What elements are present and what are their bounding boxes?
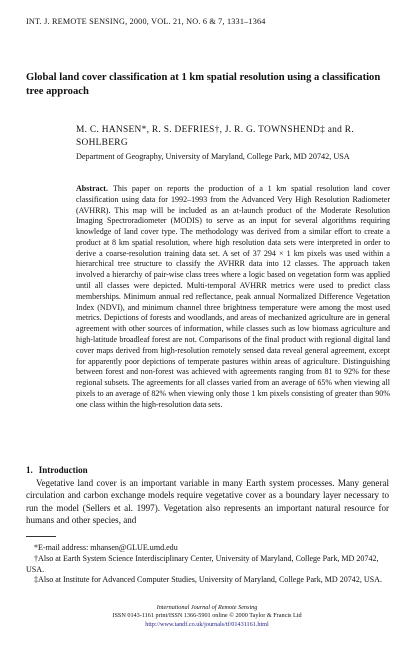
abstract bbox=[76, 184, 390, 410]
journal-name: International Journal of Remote Sensing bbox=[156, 604, 258, 611]
running-head: INT. J. REMOTE SENSING, 2000, VOL. 21, NO. 6 & 7, 1331–1364 bbox=[26, 17, 266, 26]
footnote-affiliation-2: ‡Also at Institute for Advanced Computer Studies, University of Maryland, College Park, MD 20742, USA. bbox=[34, 575, 382, 585]
journal-footer bbox=[26, 604, 388, 629]
introduction-paragraph: Vegetative land cover is an important variable in many Earth system processes. Many general circulation and carbon exchange models require vegetative cover as a boundary layer necessary to run the model (Sellers et al. 1997). Vegetation also represents an important natural resource for humans and other species, and bbox=[26, 478, 389, 526]
footnotes bbox=[26, 543, 388, 586]
section-heading bbox=[26, 465, 386, 475]
paper-title: Global land cover classification at 1 km spatial resolution using a classification tree approach bbox=[26, 72, 381, 97]
author-list: M. C. HANSEN*, R. S. DEFRIES†, J. R. G. TOWNSHEND‡ and R. SOHLBERG bbox=[76, 125, 354, 148]
footnote-email: *E-mail address: mhansen@GLUE.umd.edu bbox=[34, 543, 178, 552]
footnote-affiliation-1: †Also at Earth System Science Interdisciplinary Center, University of Maryland, College Park, MD 20742, USA. bbox=[26, 553, 379, 574]
footnote-divider bbox=[26, 536, 56, 537]
abstract-label: Abstract. bbox=[76, 184, 108, 193]
abstract-text: This paper on reports the production of a 1 km spatial resolution land cover classification using data for 1992–1993 from the Advanced Very High Resolution Radiometer (AVHRR). This map will be included as an at-launch product of the Moderate Resolution Imaging Spectroradiometer (MODIS) to serve as an input for several algorithms requiring knowledge of land cover type. The methodology was derived from a similar effort to create a product at 8 km spatial resolution, where high resolution data sets were interpreted in order to derive a coarse-resolution training data set. A set of 37 294 × 1 km pixels was used within a hierarchical tree structure to classify the AVHRR data into 12 classes. The approach taken involved a hierarchy of pair-wise class trees where a logic based on vegetation form was applied until all classes were depicted. Multi-temporal AVHRR metrics were used to predict class memberships. Minimum annual red reflectance, peak annual Normalized Difference Vegetation Index (NDVI), and minimum channel three brightness temperature were among the most used metrics. Depictions of forests and woodlands, and areas of mechanized agriculture are in general agreement with other sources of information, while classes such as low biomass agriculture and high-latitude broadleaf forest are not. Comparisons of the final product with regional digital land cover maps derived from high-resolution remotely sensed data reveal general agreement, except for apparently poor depictions of temperate pastures within areas of agriculture. Distinguishing between forest and non-forest was achieved with agreements ranging from 81 to 92% for these regional subsets. The agreements for all classes varied from an average of 65% when viewing all pixels to an average of 82% when viewing only those 1 km pixels consisting of greater than 90% one class within the high-resolution data sets. bbox=[76, 184, 390, 409]
section-number: 1. bbox=[26, 465, 33, 475]
section-title: Introduction bbox=[38, 465, 88, 475]
journal-url-link[interactable]: http://www.tandf.co.uk/journals/tf/01431161.html bbox=[145, 620, 269, 628]
issn-line: ISSN 0143-1161 print/ISSN 1366-5901 online © 2000 Taylor & Francis Ltd bbox=[112, 612, 302, 620]
affiliation: Department of Geography, University of Maryland, College Park, MD 20742, USA bbox=[76, 152, 350, 161]
